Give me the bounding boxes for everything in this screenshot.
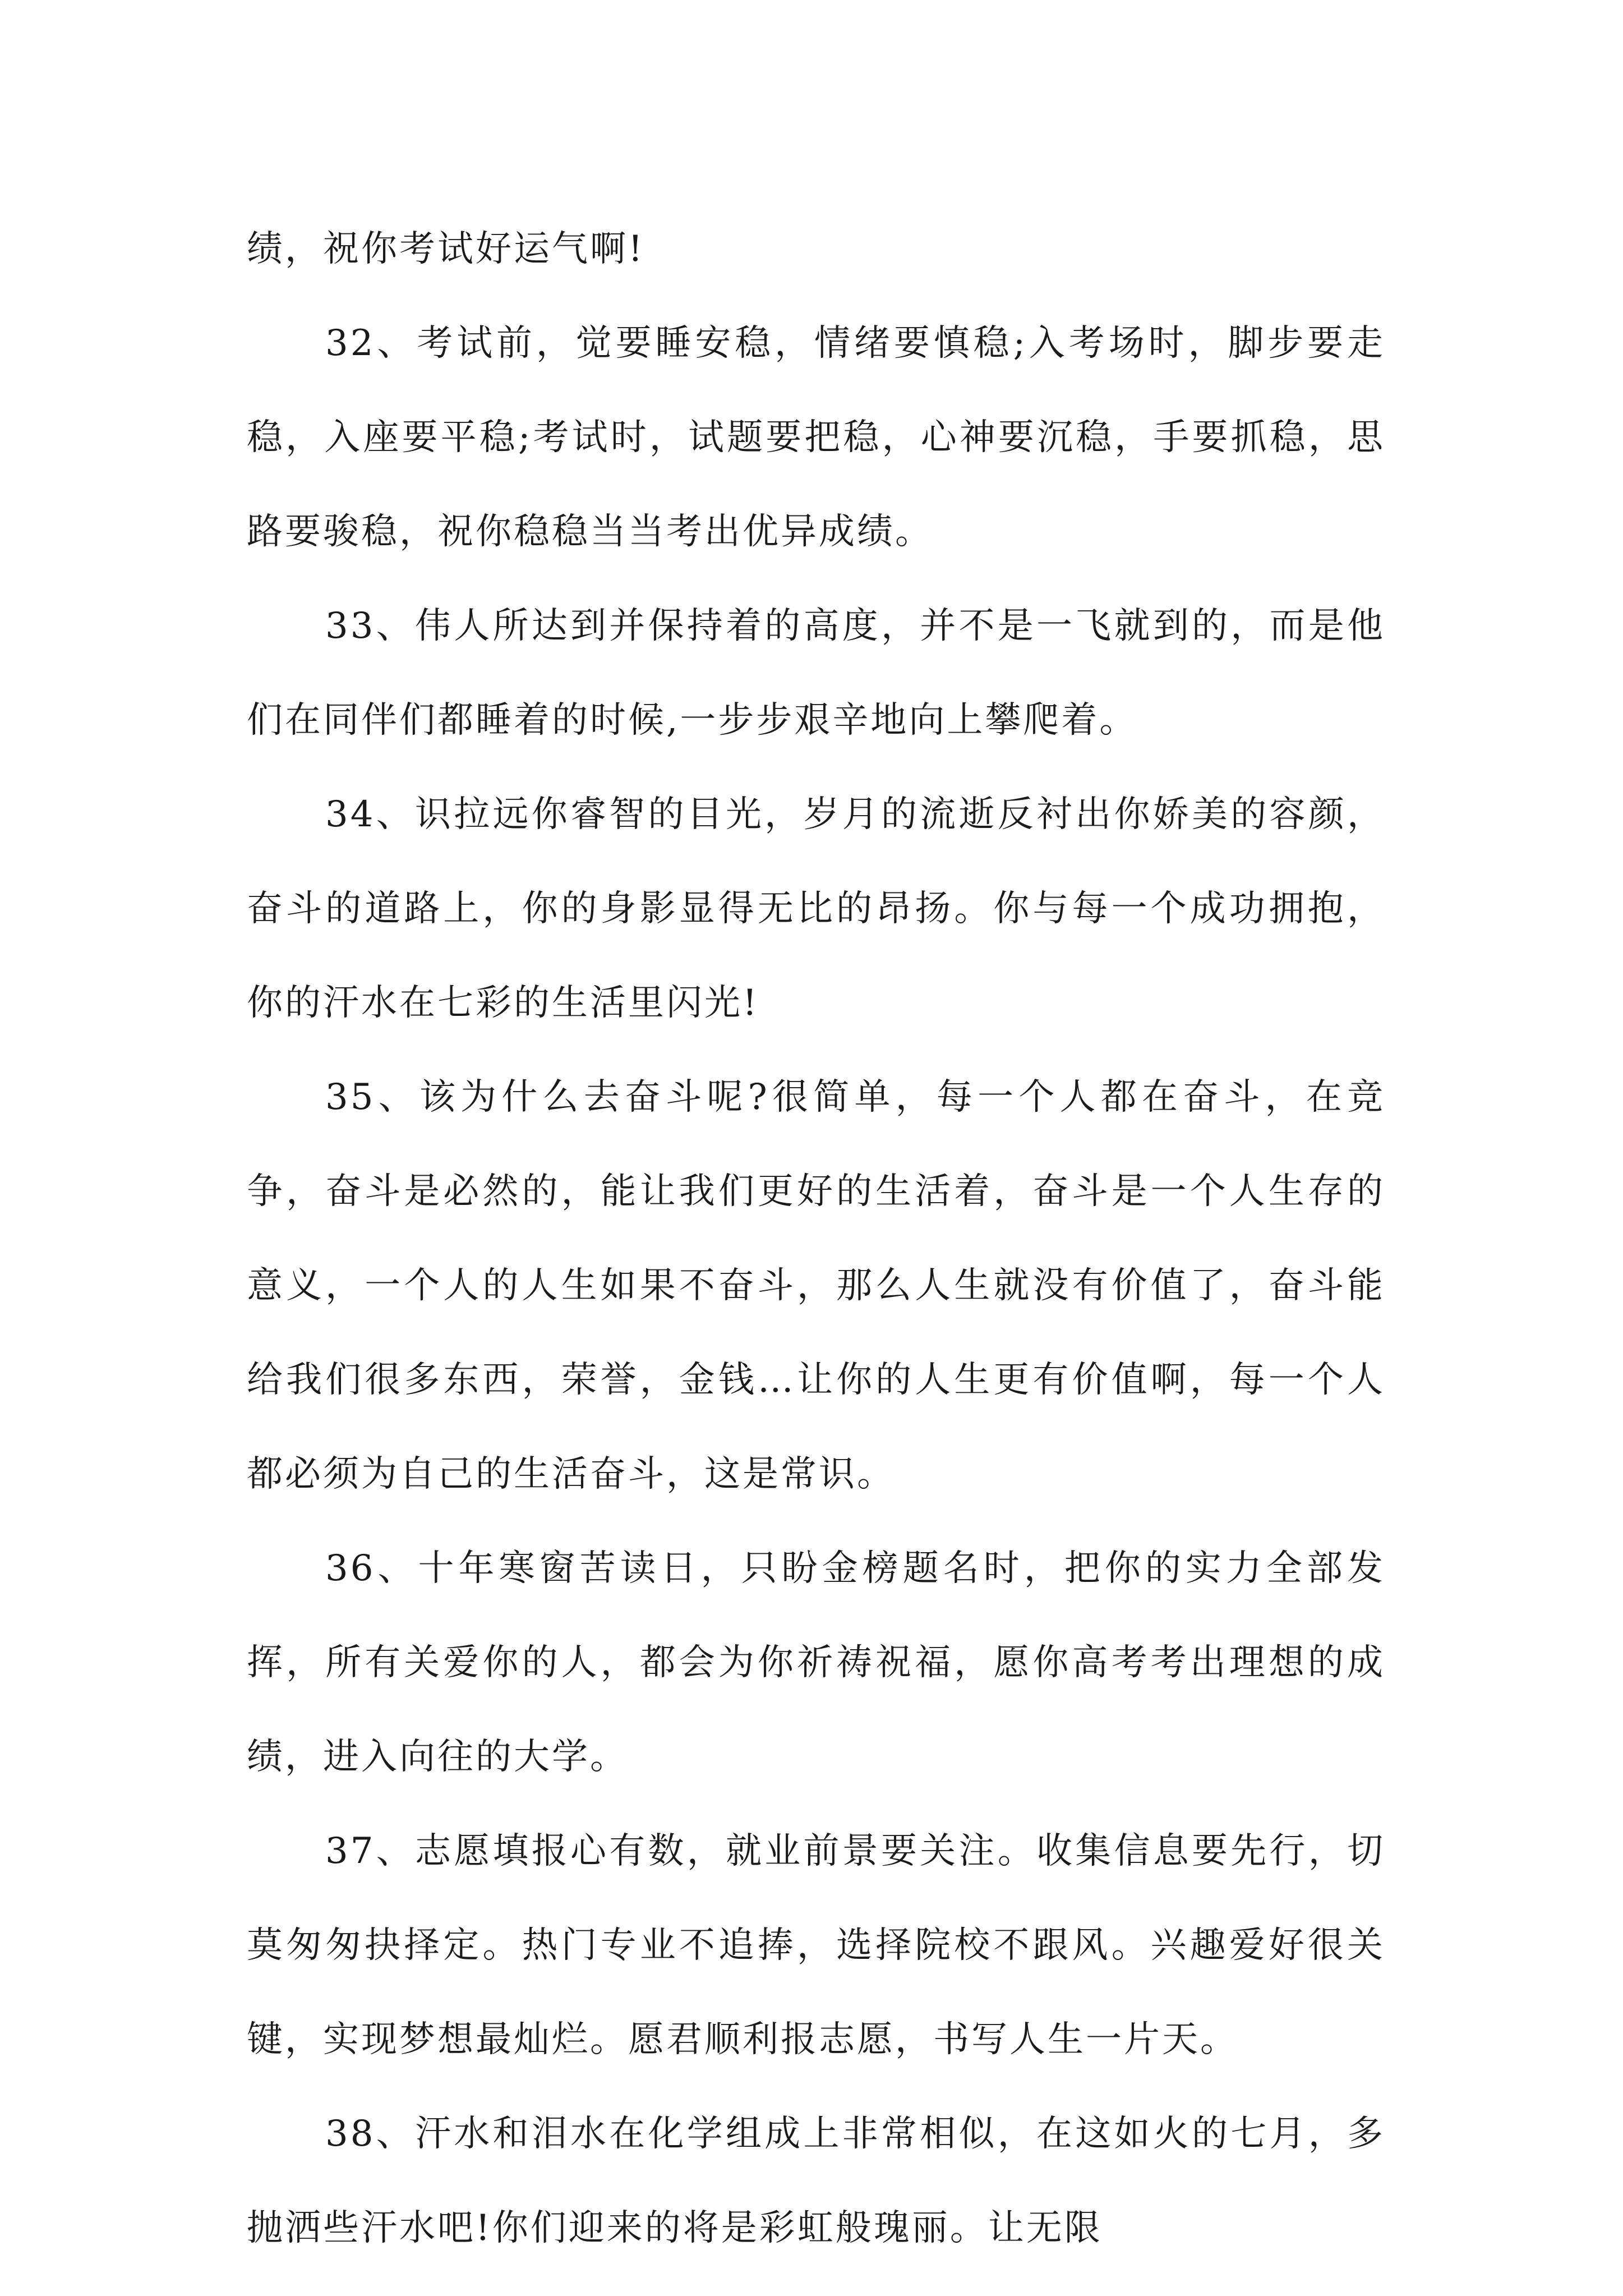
paragraph-38: 38、汗水和泪水在化学组成上非常相似，在这如火的七月，多抛洒些汗水吧!你们迎来的将是彩虹般瑰丽。让无限 [247, 2113, 1385, 2249]
paragraph-36: 36、十年寒窗苦读日，只盼金榜题名时，把你的实力全部发挥，所有关爱你的人，都会为你祈祷祝福，愿你高考考出理想的成绩，进入向往的大学。 [247, 1548, 1385, 1778]
paragraph-34: 34、识拉远你睿智的目光，岁月的流逝反衬出你娇美的容颜，奋斗的道路上，你的身影显得无比的昂扬。你与每一个成功拥抱，你的汗水在七彩的生活里闪光! [247, 794, 1385, 1024]
paragraph-continuation: 绩，祝你考试好运气啊! [247, 228, 645, 270]
paragraph-35: 35、该为什么去奋斗呢?很简单，每一个人都在奋斗，在竞争，奋斗是必然的，能让我们更好的生活着，奋斗是一个人生存的意义，一个人的人生如果不奋斗，那么人生就没有价值了，奋斗能给我们很多东西，荣誉，金钱…让你的人生更有价值啊，每一个人都必须为自己的生活奋斗，这是常识。 [247, 1076, 1385, 1495]
document-body [247, 202, 1385, 2275]
paragraph-37: 37、志愿填报心有数，就业前景要关注。收集信息要先行，切莫匆匆抉择定。热门专业不追捧，选择院校不跟风。兴趣爱好很关键，实现梦想最灿烂。愿君顺利报志愿，书写人生一片天。 [247, 1830, 1385, 2060]
paragraph-33: 33、伟人所达到并保持着的高度，并不是一飞就到的，而是他们在同伴们都睡着的时候,一步步艰辛地向上攀爬着。 [247, 605, 1385, 741]
paragraph-32: 32、考试前，觉要睡安稳，情绪要慎稳;入考场时，脚步要走稳，入座要平稳;考试时，试题要把稳，心神要沉稳，手要抓稳，思路要骏稳，祝你稳稳当当考出优异成绩。 [247, 323, 1385, 553]
